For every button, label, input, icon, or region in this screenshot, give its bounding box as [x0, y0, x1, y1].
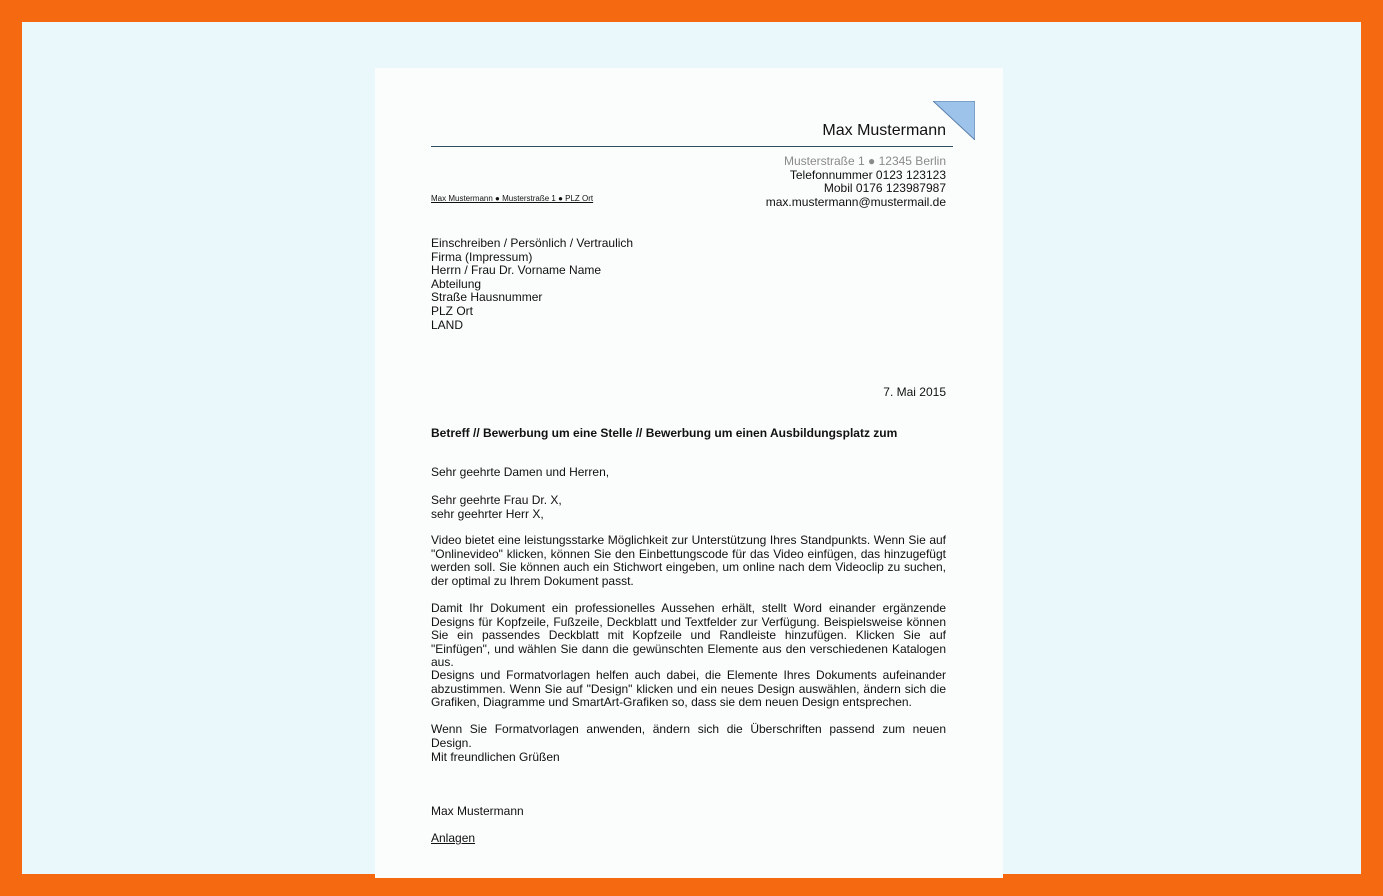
recipient-line: Firma (Impressum): [431, 249, 533, 264]
recipient-line: Straße Hausnummer: [431, 290, 543, 305]
return-address-line: Max Mustermann ● Musterstraße 1 ● PLZ Ort: [431, 194, 594, 203]
body-paragraph: Damit Ihr Dokument ein professionelles Aussehen erhält, stellt Word einander ergänzende Designs für Kopfzeile, Fußzeile, Deckblatt und Textfelder zur Verfügung. Beispielsweise können Sie ein passendes Deckblatt mit Kopfzeile und Randleiste hinzufügen. Klicken Sie auf "Einfügen", und wählen Sie dann die gewünschten Elemente aus den verschiedenen Katalogen aus.: [431, 601, 946, 670]
sender-mobile: Mobil 0176 123987987: [823, 181, 946, 196]
recipient-block: [431, 237, 633, 332]
recipient-line: Abteilung: [431, 276, 482, 291]
signature-name: Max Mustermann: [431, 804, 524, 818]
body-paragraph: Video bietet eine leistungsstarke Möglichkeit zur Unterstützung Ihres Standpunkts. Wenn Sie auf "Onlinevideo" klicken, können Sie den Einbettungscode für das Video einfügen, das hinzugefügt werden soll. Sie können auch ein Stichwort eingeben, um online nach dem Videoclip zu suchen, der optimal zu Ihrem Dokument passt.: [431, 533, 946, 588]
header-rule: [431, 146, 953, 147]
recipient-line: LAND: [431, 317, 464, 332]
letter-date: 7. Mai 2015: [883, 385, 946, 399]
recipient-line: Herrn / Frau Dr. Vorname Name: [431, 263, 602, 278]
subject-line: Betreff // Bewerbung um eine Stelle // Bewerbung um einen Ausbildungsplatz zum: [431, 426, 898, 440]
salutation-line: sehr geehrter Herr X,: [431, 506, 544, 521]
recipient-line: PLZ Ort: [431, 303, 474, 318]
salutation-line: Sehr geehrte Frau Dr. X,: [431, 493, 562, 507]
sender-phone: Telefonnummer 0123 123123: [789, 167, 946, 182]
salutation-alt: [431, 494, 946, 521]
attachments-label: Anlagen: [431, 831, 476, 845]
sender-block: [766, 155, 946, 209]
sender-email: max.mustermann@mustermail.de: [765, 194, 946, 209]
salutation: Sehr geehrte Damen und Herren,: [431, 465, 610, 479]
recipient-line: Einschreiben / Persönlich / Vertraulich: [431, 236, 634, 250]
body-paragraph: Wenn Sie Formatvorlagen anwenden, ändern sich die Überschriften passend zum neuen Design.: [431, 722, 946, 750]
closing-phrase: Mit freundlichen Grüßen: [431, 750, 560, 764]
body-paragraph: Designs und Formatvorlagen helfen auch dabei, die Elemente Ihres Dokuments aufeinander abzustimmen. Wenn Sie auf "Design" klicken und ein neues Design auswählen, ändern sich die Grafiken, Diagramme und SmartArt-Grafiken so, dass sie dem neuen Design entsprechen.: [431, 668, 946, 710]
sender-address: Musterstraße 1 ● 12345 Berlin: [784, 154, 946, 168]
header-name: Max Mustermann: [822, 122, 946, 139]
